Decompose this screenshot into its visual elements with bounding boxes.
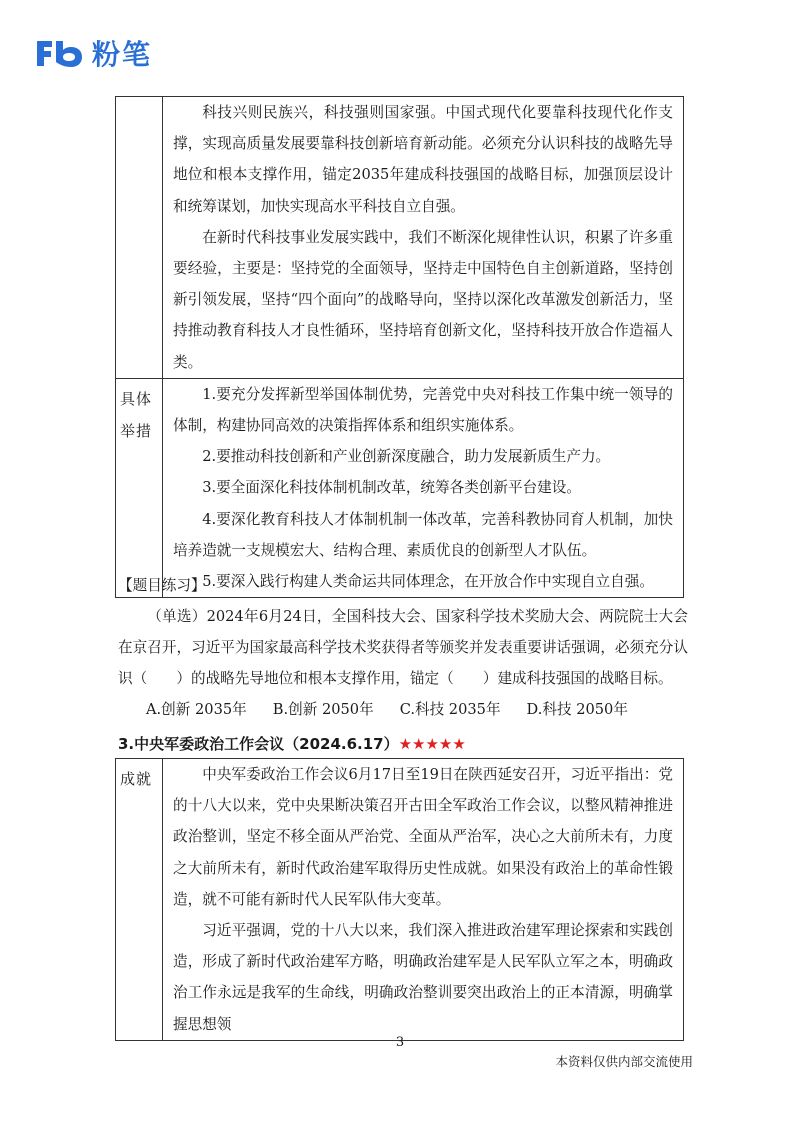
label-cell [116, 759, 163, 1041]
empty-label-cell [116, 97, 163, 379]
logo-text: 粉笔 [92, 38, 153, 71]
tech-table [115, 96, 684, 598]
footer-note: 本资料仅供内部交流使用 [555, 1054, 693, 1069]
table-row [116, 759, 684, 1041]
fb-logo-icon [34, 37, 84, 69]
practice-title: 【题目练习】 [118, 577, 206, 594]
page-number: 3 [395, 1035, 405, 1050]
options-row [118, 694, 688, 725]
paragraph: 中央军委政治工作会议6月17日至19日在陕西延安召开，习近平指出：党的十八大以来，党中央果断决策召开古田全军政治工作会议，以整风精神推进政治整训，坚定不移全面从严治党、全面从严治军，决心之大前所未有，力度之大前所未有，新时代政治建军取得历史性成就。如果没有政治上的革命性锻造，就不可能有新时代人民军队伟大变革。 [173, 766, 673, 908]
achievement-cell [163, 759, 684, 1041]
military-table [115, 758, 684, 1041]
intro-cell [163, 97, 684, 379]
measures-label: 具体举措 [120, 389, 153, 440]
section-heading [118, 733, 466, 754]
measures-cell [163, 378, 684, 597]
paragraph: 在新时代科技事业发展实践中，我们不断深化规律性认识，积累了许多重要经验，主要是：坚持党的全面领导，坚持走中国特色自主创新道路，坚持创新引领发展，坚持“四个面向”的战略导向，坚持以深化改革激发创新活力，坚持推动教育科技人才良性循环，坚持培育创新文化，坚持科技开放合作造福人类。 [173, 228, 673, 371]
paragraph: 习近平强调，党的十八大以来，我们深入推进政治建军理论探索和实践创造，形成了新时代政治建军方略，明确政治建军是人民军队立军之本，明确政治工作永远是我军的生命线，明确政治整训要突出政治上的正本清源，明确掌握思想领 [173, 922, 673, 1033]
brand-logo [34, 33, 152, 73]
section-title: 3.中央军委政治工作会议（2024.6.17） [118, 735, 399, 753]
practice-section [118, 570, 688, 725]
measure-item: 3.要全面深化科技体制机制改革，统筹各类创新平台建设。 [202, 479, 581, 497]
measure-item: 2.要推动科技创新和产业创新深度融合，助力发展新质生产力。 [202, 448, 611, 466]
paragraph: 科技兴则民族兴，科技强则国家强。中国式现代化要靠科技现代化作支撑，实现高质量发展要靠科技创新培育新动能。必须充分认识科技的战略先导地位和根本支撑作用，锚定2035年建成科技强国的战略目标，加强顶层设计和统筹谋划，加快实现高水平科技自立自强。 [173, 104, 673, 215]
measure-item: 5.要深入践行构建人类命运共同体理念，在开放合作中实现自立自强。 [202, 573, 654, 591]
measure-item: 1.要充分发挥新型举国体制优势，完善党中央对科技工作集中统一领导的体制，构建协同高效的决策指挥体系和组织实施体系。 [173, 385, 673, 435]
achievement-label: 成就 [120, 770, 153, 788]
practice-question: （单选）2024年6月24日，全国科技大会、国家科学技术奖励大会、两院院士大会在京召开，习近平为国家最高科学技术奖获得者等颁奖并发表重要讲话强调，必须充分认识（ ）的战略先导地位和根本支撑作用，锚定（ ）建成科技强国的战略目标。 [118, 608, 688, 687]
option-a: A.创新 2035年 [146, 701, 247, 718]
importance-stars: ★★★★★ [398, 735, 466, 753]
option-c: C.科技 2035年 [399, 701, 501, 718]
measure-item: 4.要深化教育科技人才体制机制一体改革，完善科教协同育人机制，加快培养造就一支规模宏大、结构合理、素质优良的创新型人才队伍。 [173, 510, 673, 559]
label-cell [116, 378, 163, 597]
option-b: B.创新 2050年 [272, 701, 374, 718]
table-row [116, 378, 684, 597]
table-row [116, 97, 684, 379]
option-d: D.科技 2050年 [526, 701, 628, 718]
